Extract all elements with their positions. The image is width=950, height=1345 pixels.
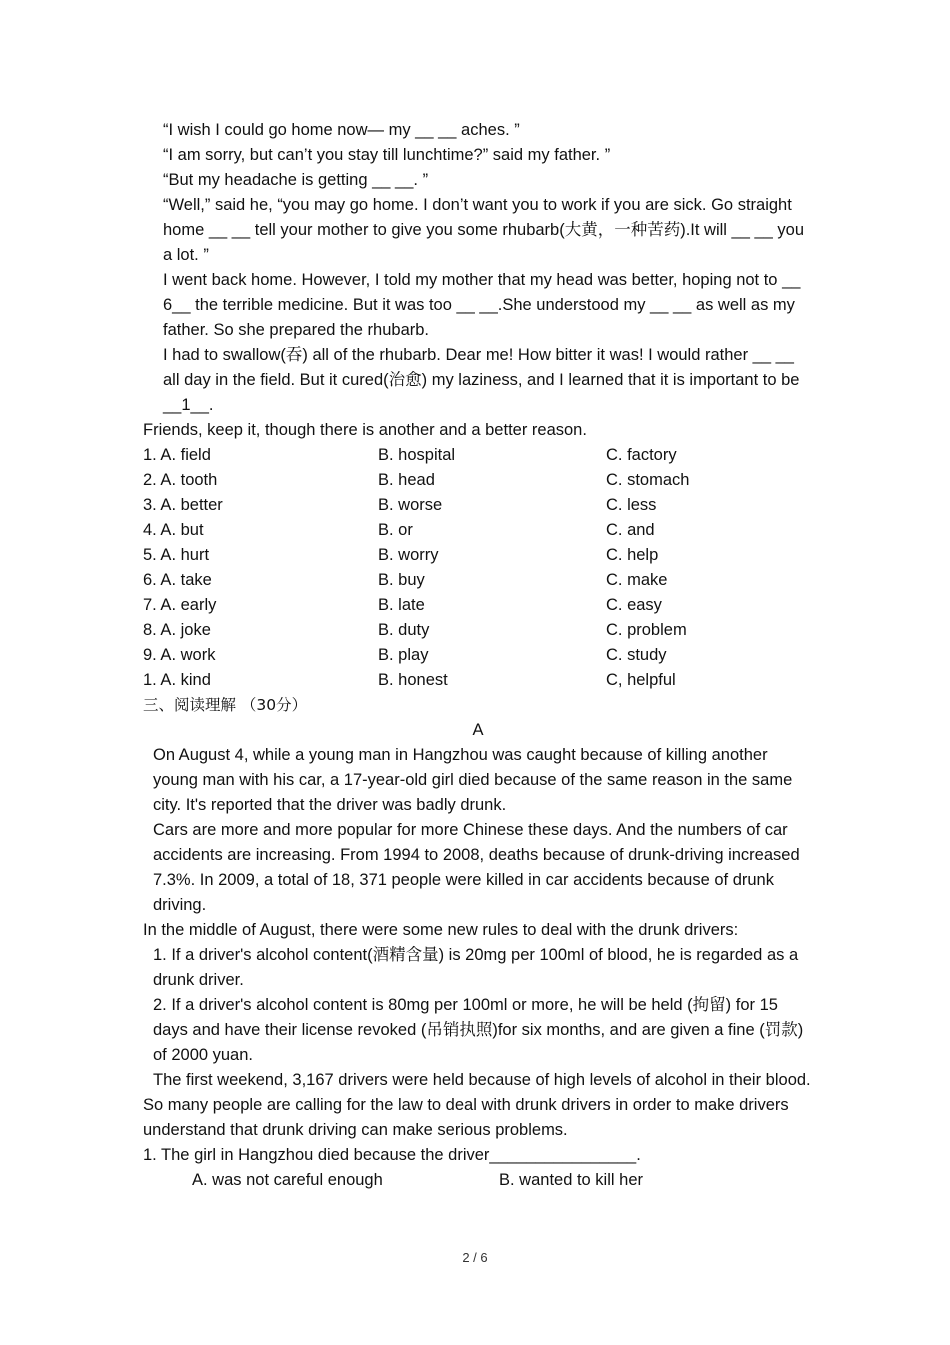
cloze-options — [143, 443, 813, 693]
option-c: C. make — [606, 571, 668, 589]
option-b: B. head — [378, 471, 435, 489]
option-b: B. buy — [378, 571, 425, 589]
option-a: 4. A. but — [143, 521, 204, 539]
story-paragraph-1: I went back home. However, I told my mother that my head was better, hoping not to __ 6__ the terrible medicine. But it was too __ __.She understood my __ __ as well as my father. So she prepared the rhubarb. — [163, 271, 801, 339]
passage-rule-2: 2. If a driver's alcohol content is 80mg per 100ml or more, he will be held (拘留) for 15 days and have their license revoked (吊销执照)for six months, and are given a fine (罚款) of 2000 yuan. — [153, 996, 804, 1064]
option-a: 1. A. kind — [143, 671, 211, 689]
option-a: 6. A. take — [143, 571, 212, 589]
option-c: C. less — [606, 496, 657, 514]
option-c: C. problem — [606, 621, 687, 639]
option-c: C. factory — [606, 446, 677, 464]
dialogue-line-4: “Well,” said he, “you may go home. I don’t want you to work if you are sick. Go straight home __ __ tell your mother to give you some rhubarb(大黄，一种苦药).It will __ __ you a lot. ” — [163, 196, 805, 264]
option-b: B. hospital — [378, 446, 456, 464]
option-row — [143, 668, 813, 693]
document-body — [143, 118, 813, 1193]
option-b: B. worry — [378, 546, 439, 564]
option-a: 7. A. early — [143, 596, 217, 614]
passage-paragraph-4: The first weekend, 3,167 drivers were held because of high levels of alcohol in their blood. — [153, 1071, 811, 1089]
option-a: 9. A. work — [143, 646, 216, 664]
option-b: B. duty — [378, 621, 430, 639]
option-c: C, helpful — [606, 671, 676, 689]
option-a: 1. A. field — [143, 446, 211, 464]
option-row — [143, 443, 813, 468]
section-title: 三、阅读理解 （30分） — [143, 696, 308, 714]
passage-paragraph-1: On August 4, while a young man in Hangzhou was caught because of killing another young man with his car, a 17-year-old girl died because of the same reason in the same city. It's reported that the driver was badly drunk. — [153, 746, 793, 814]
story-paragraph-2: I had to swallow(吞) all of the rhubarb. Dear me! How bitter it was! I would rather __ __ all day in the field. But it cured(治愈) my laziness, and I learned that it is important to be __1__. — [163, 346, 800, 414]
option-row — [143, 643, 813, 668]
option-b: B. worse — [378, 496, 443, 514]
option-c: C. study — [606, 646, 667, 664]
option-row — [143, 543, 813, 568]
option-c: C. and — [606, 521, 655, 539]
passage-rule-1: 1. If a driver's alcohol content(酒精含量) is 20mg per 100ml of blood, he is regarded as a drunk driver. — [153, 946, 799, 989]
passage-paragraph-2: Cars are more and more popular for more Chinese these days. And the numbers of car accidents are increasing. From 1994 to 2008, deaths because of drunk-driving increased 7.3%. In 2009, a total of 18, 371 people were killed in car accidents because of drunk driving. — [153, 821, 800, 914]
dialogue-line-3: “But my headache is getting __ __. ” — [163, 171, 429, 189]
passage-paragraph-5: So many people are calling for the law to deal with drunk drivers in order to make drivers understand that drunk driving can make serious problems. — [143, 1096, 789, 1139]
option-c: C. help — [606, 546, 659, 564]
question-stem: 1. The girl in Hangzhou died because the driver________________. — [143, 1146, 641, 1164]
option-a: 5. A. hurt — [143, 546, 210, 564]
question-option-a: A. was not careful enough — [192, 1171, 383, 1189]
option-row — [143, 618, 813, 643]
option-b: B. play — [378, 646, 429, 664]
option-a: 8. A. joke — [143, 621, 211, 639]
option-c: C. easy — [606, 596, 662, 614]
option-row — [143, 493, 813, 518]
passage-paragraph-3: In the middle of August, there were some new rules to deal with the drunk drivers: — [143, 921, 739, 939]
page-number: 2 / 6 — [462, 1250, 488, 1265]
question-option-b: B. wanted to kill her — [499, 1171, 643, 1189]
story-paragraph-3: Friends, keep it, though there is another and a better reason. — [143, 421, 587, 439]
question-options — [143, 1168, 813, 1193]
option-c: C. stomach — [606, 471, 690, 489]
dialogue-line-1: “I wish I could go home now— my __ __ aches. ” — [163, 121, 520, 139]
option-b: B. late — [378, 596, 425, 614]
option-row — [143, 568, 813, 593]
dialogue-line-2: “I am sorry, but can’t you stay till lunchtime?” said my father. ” — [163, 146, 611, 164]
option-b: B. or — [378, 521, 413, 539]
option-row — [143, 468, 813, 493]
option-b: B. honest — [378, 671, 448, 689]
option-row — [143, 518, 813, 543]
option-a: 2. A. tooth — [143, 471, 218, 489]
option-row — [143, 593, 813, 618]
option-a: 3. A. better — [143, 496, 223, 514]
passage-label: A — [472, 721, 484, 739]
